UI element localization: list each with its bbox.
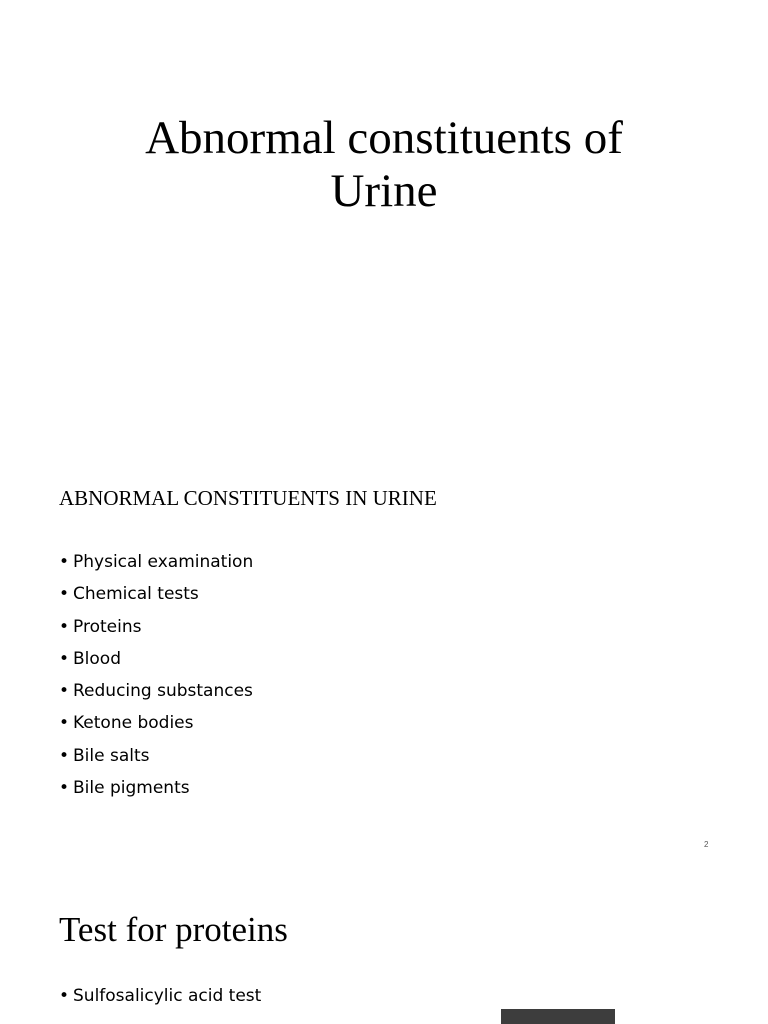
bullet-icon: • xyxy=(59,713,70,734)
slide-title-heading xyxy=(0,112,768,218)
bullet-icon: • xyxy=(59,986,70,1006)
list-item-text: Blood xyxy=(73,648,121,669)
list-item xyxy=(59,679,253,711)
page-number: 2 xyxy=(704,840,709,849)
list-item-text: Sulfosalicylic acid test xyxy=(73,986,262,1006)
bullet-icon: • xyxy=(59,745,70,766)
bullet-icon: • xyxy=(59,584,70,605)
list-item-text: Physical examination xyxy=(73,552,254,572)
list-item xyxy=(59,615,253,647)
list-item xyxy=(59,984,261,1016)
list-item xyxy=(59,711,253,743)
title-line-2: Urine xyxy=(330,165,438,217)
bullet-icon: • xyxy=(59,616,70,637)
list-item xyxy=(59,647,253,679)
list-item-text: Chemical tests xyxy=(73,584,199,605)
list-item-text: Proteins xyxy=(73,616,142,637)
list-item xyxy=(59,776,253,808)
list-item-text: Ketone bodies xyxy=(73,713,194,734)
list-item xyxy=(59,550,253,582)
list-item-text: Reducing substances xyxy=(73,681,253,702)
slide-test-for-proteins xyxy=(0,856,768,1024)
list-item-text: Bile pigments xyxy=(73,778,190,799)
bullet-icon: • xyxy=(59,778,70,799)
list-item xyxy=(59,582,253,614)
dark-image-block xyxy=(501,1009,615,1024)
slide-3-bullet-list xyxy=(59,984,261,1016)
bullet-icon: • xyxy=(59,681,70,702)
bullet-icon: • xyxy=(59,648,70,669)
slide-2-bullet-list xyxy=(59,550,253,808)
list-item-text: Bile salts xyxy=(73,745,150,766)
slide-2-heading: ABNORMAL CONSTITUENTS IN URINE xyxy=(59,486,437,510)
slide-title xyxy=(0,0,768,420)
list-item xyxy=(59,744,253,776)
slide-abnormal-constituents xyxy=(0,420,768,856)
slide-3-heading: Test for proteins xyxy=(59,910,288,949)
bullet-icon: • xyxy=(59,552,70,572)
title-line-1: Abnormal constituents of xyxy=(145,112,623,164)
